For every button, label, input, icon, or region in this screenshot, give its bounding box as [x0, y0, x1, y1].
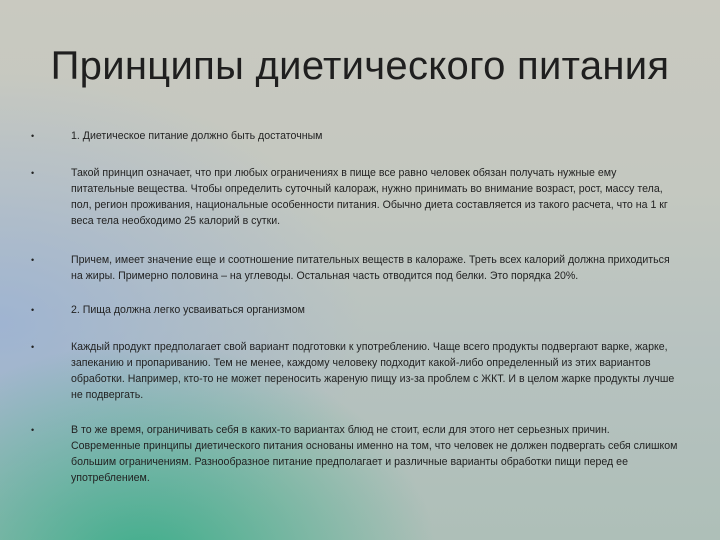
list-item-text: Причем, имеет значение еще и соотношение питательных веществ в калораже. Треть всех калорий должна приходиться на жиры. Примерно половина – на углеводы. Остальная часть отводится под белки. Это порядка 20%.	[71, 254, 670, 282]
bullet-icon: •	[31, 168, 35, 178]
bullet-icon: •	[31, 255, 35, 265]
list-item-text: 1. Диетическое питание должно быть достаточным	[71, 130, 323, 142]
list-item	[30, 252, 680, 284]
list-item	[30, 422, 680, 486]
bullet-icon: •	[31, 131, 35, 141]
bullet-icon: •	[31, 425, 35, 435]
list-item-text: Каждый продукт предполагает свой вариант подготовки к употреблению. Чаще всего продукты подвергают варке, жарке, запеканию и пропариванию. Тем не менее, каждому человеку подходит какой-либо определенный из этих вариантов обработки. Например, кто-то не может переносить жареную пищу из-за проблем с ЖКТ. И в целом жарке продукты лучше не подвергать.	[71, 341, 675, 401]
bullet-icon: •	[31, 342, 35, 352]
bullet-icon: •	[31, 305, 35, 315]
list-item	[30, 128, 322, 144]
list-item	[30, 165, 680, 229]
list-item-text: 2. Пища должна легко усваиваться организмом	[71, 304, 305, 316]
list-item-text: В то же время, ограничивать себя в каких-то вариантах блюд не стоит, если для этого нет серьезных причин. Современные принципы диетического питания основаны именно на том, что человек не должен подвергать себя слишком большим ограничениям. Разнообразное питание предполагает и различные варианты обработки пищи перед ее употреблением.	[71, 424, 678, 484]
slide-title: Принципы диетического питания	[50, 44, 670, 88]
list-item	[30, 302, 305, 318]
list-item	[30, 339, 680, 403]
list-item-text: Такой принцип означает, что при любых ограничениях в пище все равно человек обязан получать нужные ему питательные вещества. Чтобы определить суточный калораж, нужно принимать во внимание возраст, рост, массу тела, пол, регион проживания, национальные особенности питания. Обычно диета составляется из такого расчета, что на 1 кг веса тела необходимо 25 калорий в сутки.	[71, 167, 668, 227]
